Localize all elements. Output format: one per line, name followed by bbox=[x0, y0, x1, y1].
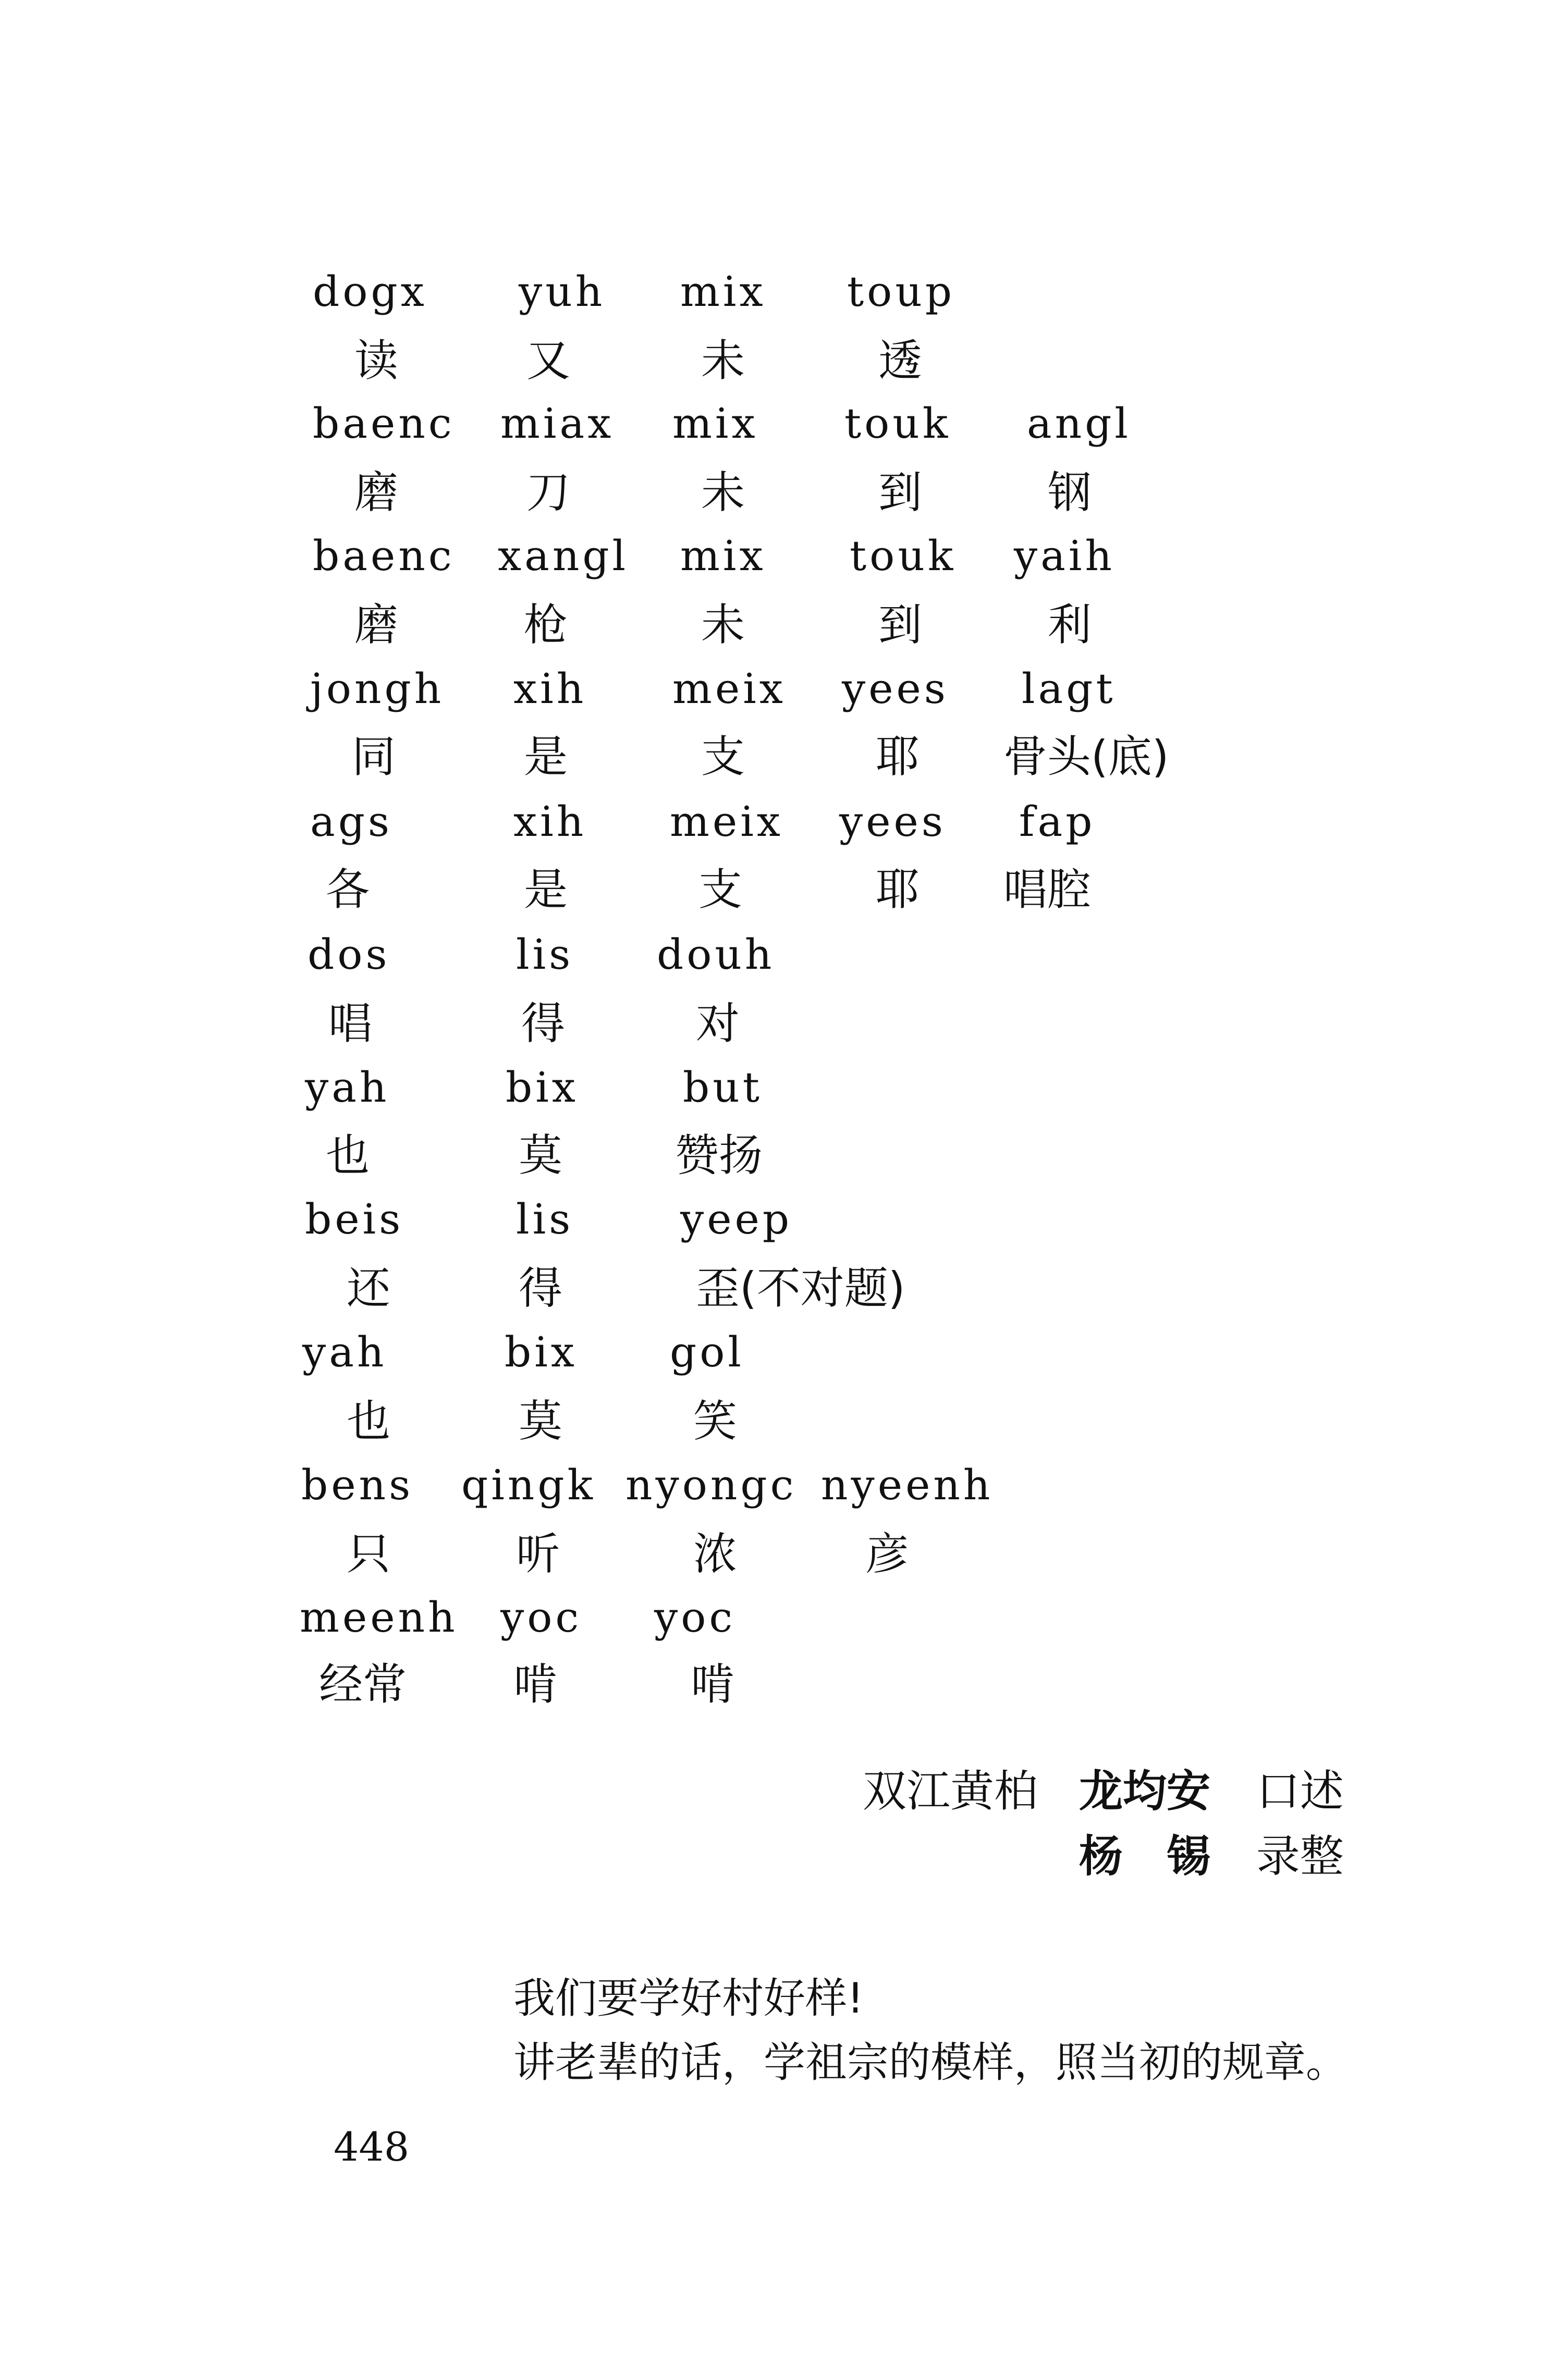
romanized-word: but bbox=[683, 1063, 763, 1112]
chinese-gloss: 还 bbox=[347, 1263, 391, 1314]
chinese-gloss: 浓 bbox=[693, 1528, 738, 1580]
chinese-gloss: 赞扬 bbox=[675, 1130, 763, 1181]
chinese-gloss: 刀 bbox=[526, 467, 571, 518]
romanized-word: baenc bbox=[313, 532, 455, 580]
romanized-word: bens bbox=[301, 1461, 414, 1509]
romanized-word: jongh bbox=[310, 664, 445, 713]
romanized-line bbox=[0, 930, 1545, 1007]
closing-line-2: 讲老辈的话，学祖宗的模样，照当初的规章。 bbox=[513, 2038, 1347, 2087]
chinese-gloss: 枪 bbox=[524, 599, 568, 650]
romanized-word: lagt bbox=[1022, 664, 1116, 713]
chinese-gloss: 是 bbox=[524, 731, 568, 782]
romanized-line bbox=[0, 399, 1545, 476]
recorder-name: 杨 锡 bbox=[1079, 1831, 1211, 1882]
romanized-word: mix bbox=[680, 267, 766, 316]
closing-line-1: 我们要学好村好样! bbox=[513, 1974, 864, 2023]
romanized-word: fap bbox=[1019, 797, 1096, 846]
romanized-word: yees bbox=[842, 664, 949, 713]
chinese-gloss: 唱 bbox=[328, 998, 373, 1049]
chinese-gloss: 耶 bbox=[876, 731, 920, 782]
romanized-word: yeep bbox=[680, 1195, 793, 1243]
romanized-word: xih bbox=[513, 797, 587, 846]
romanized-line bbox=[0, 1461, 1545, 1537]
romanized-word: xih bbox=[513, 664, 587, 713]
chinese-gloss: 得 bbox=[521, 998, 566, 1049]
chinese-gloss: 利 bbox=[1048, 599, 1092, 650]
chinese-gloss: 未 bbox=[701, 599, 745, 650]
romanized-word: mix bbox=[680, 532, 766, 580]
chinese-gloss: 支 bbox=[698, 864, 743, 915]
romanized-word: bix bbox=[505, 1328, 578, 1376]
romanized-line bbox=[0, 797, 1545, 874]
recorded-label: 录整 bbox=[1256, 1831, 1344, 1882]
romanized-line bbox=[0, 1195, 1545, 1272]
romanized-word: lis bbox=[516, 1195, 574, 1243]
romanized-word: yoc bbox=[500, 1593, 582, 1642]
romanized-word: toup bbox=[847, 267, 955, 316]
page-number: 448 bbox=[334, 2124, 410, 2170]
chinese-gloss: 也 bbox=[326, 1130, 370, 1181]
romanized-word: yees bbox=[839, 797, 946, 846]
chinese-gloss: 对 bbox=[696, 998, 740, 1049]
chinese-gloss: 到 bbox=[878, 467, 923, 518]
romanized-word: meix bbox=[672, 664, 786, 713]
romanized-word: yah bbox=[305, 1063, 390, 1112]
chinese-gloss: 得 bbox=[519, 1263, 563, 1314]
chinese-gloss-line bbox=[0, 467, 1545, 544]
chinese-gloss: 读 bbox=[354, 335, 399, 386]
chinese-gloss: 耶 bbox=[876, 864, 920, 915]
chinese-gloss: 歪(不对题) bbox=[696, 1263, 905, 1314]
romanized-word: douh bbox=[657, 930, 775, 979]
chinese-gloss: 各 bbox=[326, 864, 370, 915]
chinese-gloss: 磨 bbox=[354, 599, 399, 650]
romanized-word: baenc bbox=[313, 399, 455, 448]
chinese-gloss: 支 bbox=[701, 731, 745, 782]
chinese-gloss: 骨头(底) bbox=[1003, 731, 1169, 782]
romanized-word: gol bbox=[670, 1328, 744, 1376]
chinese-gloss: 同 bbox=[352, 731, 396, 782]
chinese-gloss: 是 bbox=[524, 864, 568, 915]
romanized-word: qingk bbox=[461, 1461, 596, 1509]
romanized-word: dogx bbox=[313, 267, 427, 316]
romanized-word: mix bbox=[672, 399, 758, 448]
romanized-word: yaih bbox=[1014, 532, 1115, 580]
chinese-gloss: 笑 bbox=[693, 1396, 738, 1447]
chinese-gloss: 莫 bbox=[519, 1130, 563, 1181]
chinese-gloss: 莫 bbox=[519, 1396, 563, 1447]
place-name: 双江黄柏 bbox=[863, 1766, 1038, 1817]
chinese-gloss: 钢 bbox=[1048, 467, 1092, 518]
chinese-gloss-line bbox=[0, 731, 1545, 808]
chinese-gloss-line bbox=[0, 335, 1545, 412]
romanized-word: meix bbox=[670, 797, 783, 846]
chinese-gloss: 唱腔 bbox=[1003, 864, 1092, 915]
chinese-gloss-line bbox=[0, 1263, 1545, 1339]
chinese-gloss: 啃 bbox=[513, 1659, 558, 1710]
chinese-gloss: 也 bbox=[347, 1396, 391, 1447]
chinese-gloss-line bbox=[0, 998, 1545, 1075]
romanized-word: miax bbox=[500, 399, 615, 448]
chinese-gloss: 透 bbox=[878, 335, 923, 386]
chinese-gloss-line bbox=[0, 1528, 1545, 1605]
romanized-line bbox=[0, 1063, 1545, 1140]
chinese-gloss-line bbox=[0, 1659, 1545, 1735]
romanized-word: nyeenh bbox=[821, 1461, 994, 1509]
chinese-gloss: 经常 bbox=[319, 1659, 407, 1710]
narrated-label: 口述 bbox=[1256, 1766, 1344, 1817]
romanized-line bbox=[0, 532, 1545, 608]
chinese-gloss: 又 bbox=[526, 335, 571, 386]
chinese-gloss: 未 bbox=[701, 467, 745, 518]
chinese-gloss: 到 bbox=[878, 599, 923, 650]
romanized-word: touk bbox=[844, 399, 951, 448]
romanized-line bbox=[0, 1593, 1545, 1670]
romanized-line bbox=[0, 267, 1545, 344]
romanized-word: angl bbox=[1027, 399, 1132, 448]
romanized-word: touk bbox=[850, 532, 957, 580]
romanized-line bbox=[0, 664, 1545, 741]
chinese-gloss: 只 bbox=[347, 1528, 391, 1580]
romanized-word: bix bbox=[506, 1063, 579, 1112]
chinese-gloss: 听 bbox=[516, 1528, 560, 1580]
romanized-word: yoc bbox=[654, 1593, 736, 1642]
chinese-gloss: 未 bbox=[701, 335, 745, 386]
romanized-word: beis bbox=[305, 1195, 404, 1243]
chinese-gloss: 啃 bbox=[691, 1659, 735, 1710]
romanized-word: yah bbox=[302, 1328, 387, 1376]
romanized-word: meenh bbox=[300, 1593, 458, 1642]
romanized-word: nyongc bbox=[626, 1461, 797, 1509]
chinese-gloss: 磨 bbox=[354, 467, 399, 518]
romanized-line bbox=[0, 1328, 1545, 1404]
chinese-gloss: 彦 bbox=[865, 1528, 910, 1580]
romanized-word: ags bbox=[310, 797, 393, 846]
romanized-word: dos bbox=[308, 930, 390, 979]
narrator-name: 龙均安 bbox=[1079, 1766, 1211, 1817]
romanized-word: xangl bbox=[498, 532, 629, 580]
romanized-word: yuh bbox=[519, 267, 606, 316]
romanized-word: lis bbox=[516, 930, 574, 979]
chinese-gloss-line bbox=[0, 864, 1545, 941]
